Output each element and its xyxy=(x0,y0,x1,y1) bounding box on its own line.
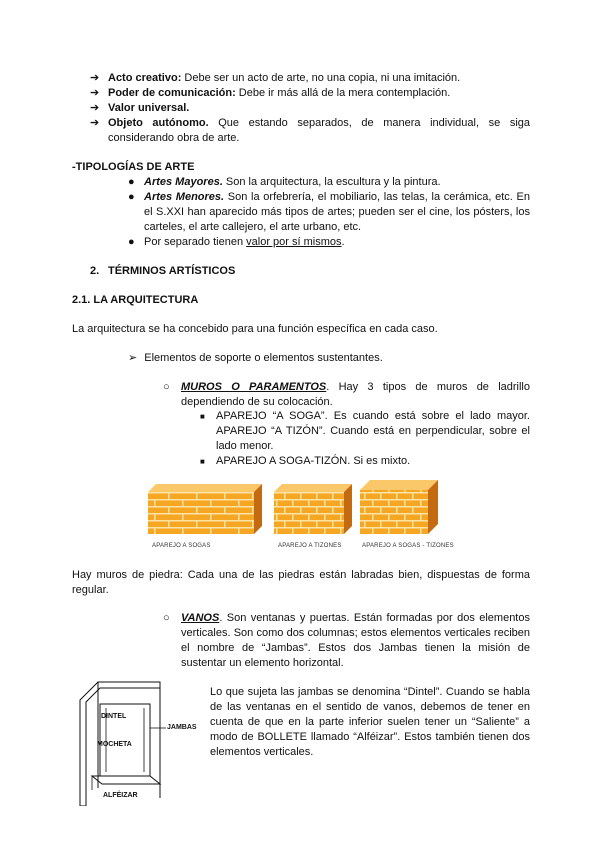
list-item xyxy=(90,101,530,116)
list-item xyxy=(200,454,530,469)
bullet-icon: ● xyxy=(128,176,135,188)
list-item xyxy=(163,611,530,671)
list-item xyxy=(163,380,530,410)
list-desc: Que estando separados, de manera individual, se siga considerando obra de arte. xyxy=(108,117,530,144)
list-item xyxy=(128,235,530,250)
window-diagram xyxy=(78,680,196,806)
list-desc: APAREJO “A SOGA”. Es cuando está sobre el lado mayor. APAREJO “A TIZÓN”. Cuando está en perpendicular, sobre el lado menor. xyxy=(216,410,530,452)
list-desc: Debe ir más allá de la mera contemplación. xyxy=(235,87,451,99)
list-desc: Por separado tienen xyxy=(144,236,247,248)
paragraph: Lo que sujeta las jambas se denomina “Dintel”. Cuando se habla de las ventanas en el sentido de vanos, debemos de tener en cuenta de que en la parte inferior suelen tener un “Saliente” a modo de BOLLETE llamado “Alféizar”. Estos también tienen dos elementos verticales. xyxy=(210,686,530,758)
term-muros: MUROS O PARAMENTOS xyxy=(181,381,327,393)
square-bullet-icon: ■ xyxy=(200,412,205,421)
arrow-icon: ➔ xyxy=(90,102,100,114)
list-desc: Elementos de soporte o elementos sustentantes. xyxy=(144,352,383,364)
wall-tizon xyxy=(274,484,352,534)
section-title: TÉRMINOS ARTÍSTICOS xyxy=(108,265,236,277)
list-item xyxy=(90,86,530,101)
list-term: Valor universal. xyxy=(108,102,190,114)
subsection-title: 2.1. LA ARQUITECTURA xyxy=(72,294,199,306)
list-desc: Debe ser un acto de arte, no una copia, ni una imitación. xyxy=(181,72,461,84)
square-bullet-icon: ■ xyxy=(200,457,205,466)
caption-soga: APAREJO A SOGAS xyxy=(152,543,211,549)
list-desc: Son la arquitectura, la escultura y la pintura. xyxy=(222,176,441,188)
term-vanos: VANOS xyxy=(181,612,220,624)
list-term: Artes Menores. xyxy=(144,191,225,203)
label-dintel: DINTEL xyxy=(101,713,127,720)
label-alfeizar: ALFÉIZAR xyxy=(103,792,138,799)
arrowhead-icon: ➢ xyxy=(128,352,138,364)
list-item xyxy=(128,175,530,190)
list-desc: . Son ventanas y puertas. Están formadas por dos elementos verticales. Son como dos columnas; estos elementos verticales reciben el nombre de “Jambas”. Estos dos Jambas tienen la misión de sustentar un elemento horizontal. xyxy=(181,612,530,669)
list-item xyxy=(90,116,530,146)
list-item xyxy=(200,409,530,454)
list-desc: Son la orfebrería, el mobiliario, las telas, la cerámica, etc. En el S.XXI han aparecido más tipos de artes; pueden ser el cine, los pósters, los carteles, el arte callejero, el arte urbano, etc. xyxy=(144,191,530,233)
section-number: 2. xyxy=(90,265,100,277)
underlined-phrase: valor por sí mismos xyxy=(246,236,342,248)
label-jambas: JAMBAS xyxy=(167,724,197,731)
bullet-icon: ● xyxy=(128,236,135,248)
paragraph: Hay muros de piedra: Cada una de las piedras están labradas bien, dispuestas de forma regular. xyxy=(72,569,530,596)
section-heading: -TIPOLOGÍAS DE ARTE xyxy=(72,161,195,173)
list-desc-end: . xyxy=(341,236,345,248)
list-term: Objeto autónomo. xyxy=(108,117,209,129)
list-item xyxy=(128,351,383,366)
wall-soga xyxy=(148,484,262,534)
list-term: Acto creativo: xyxy=(108,72,182,84)
paragraph: La arquitectura se ha concebido para una función específica en cada caso. xyxy=(72,323,438,335)
arrow-icon: ➔ xyxy=(90,72,100,84)
bullet-icon: ● xyxy=(128,191,135,203)
arrow-icon: ➔ xyxy=(90,117,100,129)
label-mocheta: MOCHETA xyxy=(97,741,132,748)
brick-walls-illustration xyxy=(140,478,440,540)
list-desc: . Hay 3 tipos de muros de ladrillo dependiendo de su colocación. xyxy=(181,381,530,408)
wall-soga-tizon xyxy=(360,480,438,534)
list-term: Poder de comunicación: xyxy=(108,87,236,99)
circle-bullet-icon: ○ xyxy=(163,612,170,624)
caption-tizon: APAREJO A TIZONES xyxy=(278,543,342,549)
list-term: Artes Mayores. xyxy=(144,176,223,188)
caption-soga-tizon: APAREJO A SOGAS - TIZONES xyxy=(362,543,454,549)
list-item xyxy=(90,71,530,86)
circle-bullet-icon: ○ xyxy=(163,381,170,393)
list-desc: APAREJO A SOGA-TIZÓN. Si es mixto. xyxy=(216,455,411,467)
arrow-icon: ➔ xyxy=(90,87,100,99)
list-item xyxy=(128,190,530,235)
